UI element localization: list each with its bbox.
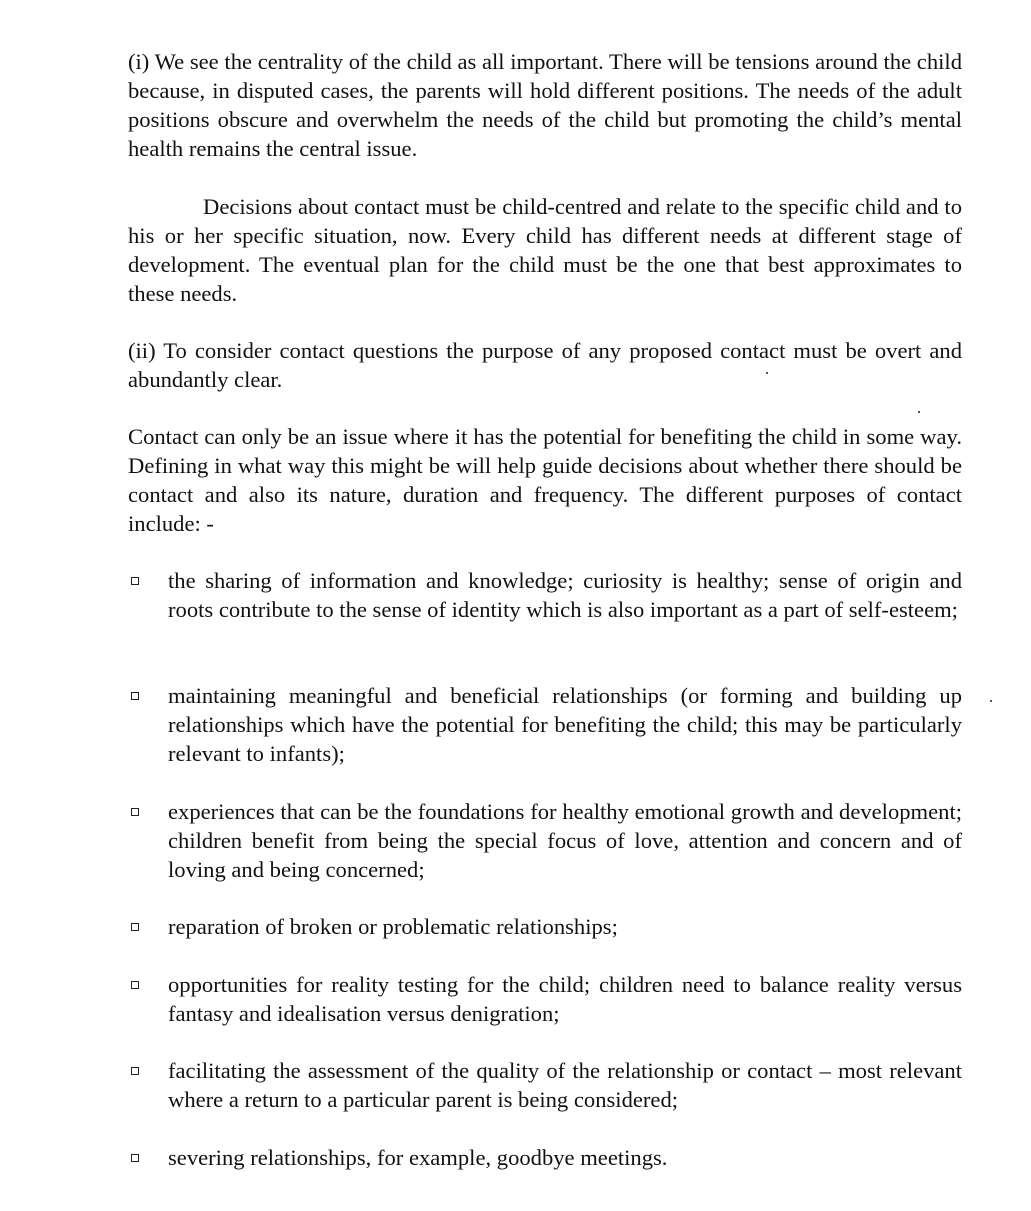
list-item-text: facilitating the assessment of the quality of the relationship or contact – most relevant where a return to a particular parent is being considered;: [168, 1058, 962, 1112]
list-item-text: reparation of broken or problematic relationships;: [168, 914, 618, 939]
scan-speck: [990, 700, 992, 702]
list-item: [128, 797, 962, 884]
checkbox-bullet-icon: [131, 808, 139, 816]
checkbox-bullet-icon: [131, 981, 139, 989]
list-item: [128, 566, 962, 624]
list-item: [128, 912, 962, 941]
paragraph-centrality-of-child: (i) We see the centrality of the child as all important. There will be tensions around the child because, in disputed cases, the parents will hold different positions. The needs of the adult positions obscure and overwhelm the needs of the child but promoting the child’s mental health remains the central issue.: [128, 49, 962, 161]
list-item-text: severing relationships, for example, goodbye meetings.: [168, 1145, 668, 1170]
scan-speck: [918, 411, 920, 413]
list-item: [128, 1056, 962, 1114]
checkbox-bullet-icon: [131, 692, 139, 700]
list-item-text: experiences that can be the foundations for healthy emotional growth and development; children benefit from being the special focus of love, attention and concern and of loving and being concerned;: [168, 799, 962, 882]
paragraph-decisions-about-contact: Decisions about contact must be child-centred and relate to the specific child and to his or her specific situation, now. Every child has different needs at different stage of development. The eventual plan for the child must be the one that best approximates to these needs.: [128, 194, 962, 306]
list-item-text: maintaining meaningful and beneficial relationships (or forming and building up relationships which have the potential for benefiting the child; this may be particularly relevant to infants);: [168, 683, 962, 766]
scan-speck: [766, 372, 768, 374]
checkbox-bullet-icon: [131, 1067, 139, 1075]
paragraph-purpose-of-contact: (ii) To consider contact questions the purpose of any proposed contact must be overt and abundantly clear.: [128, 338, 962, 392]
paragraph-contact-potential: Contact can only be an issue where it has the potential for benefiting the child in some way. Defining in what way this might be will help guide decisions about whether there should be contact and also its nature, duration and frequency. The different purposes of contact include: -: [128, 424, 962, 536]
list-item: [128, 681, 962, 768]
list-item: [128, 970, 962, 1028]
checkbox-bullet-icon: [131, 577, 139, 585]
list-item-text: opportunities for reality testing for the child; children need to balance reality versus fantasy and idealisation versus denigration;: [168, 972, 962, 1026]
list-item: [128, 1143, 962, 1172]
checkbox-bullet-icon: [131, 1154, 139, 1162]
list-item-text: the sharing of information and knowledge; curiosity is healthy; sense of origin and roots contribute to the sense of identity which is also important as a part of self-esteem;: [168, 568, 962, 622]
checkbox-bullet-icon: [131, 923, 139, 931]
